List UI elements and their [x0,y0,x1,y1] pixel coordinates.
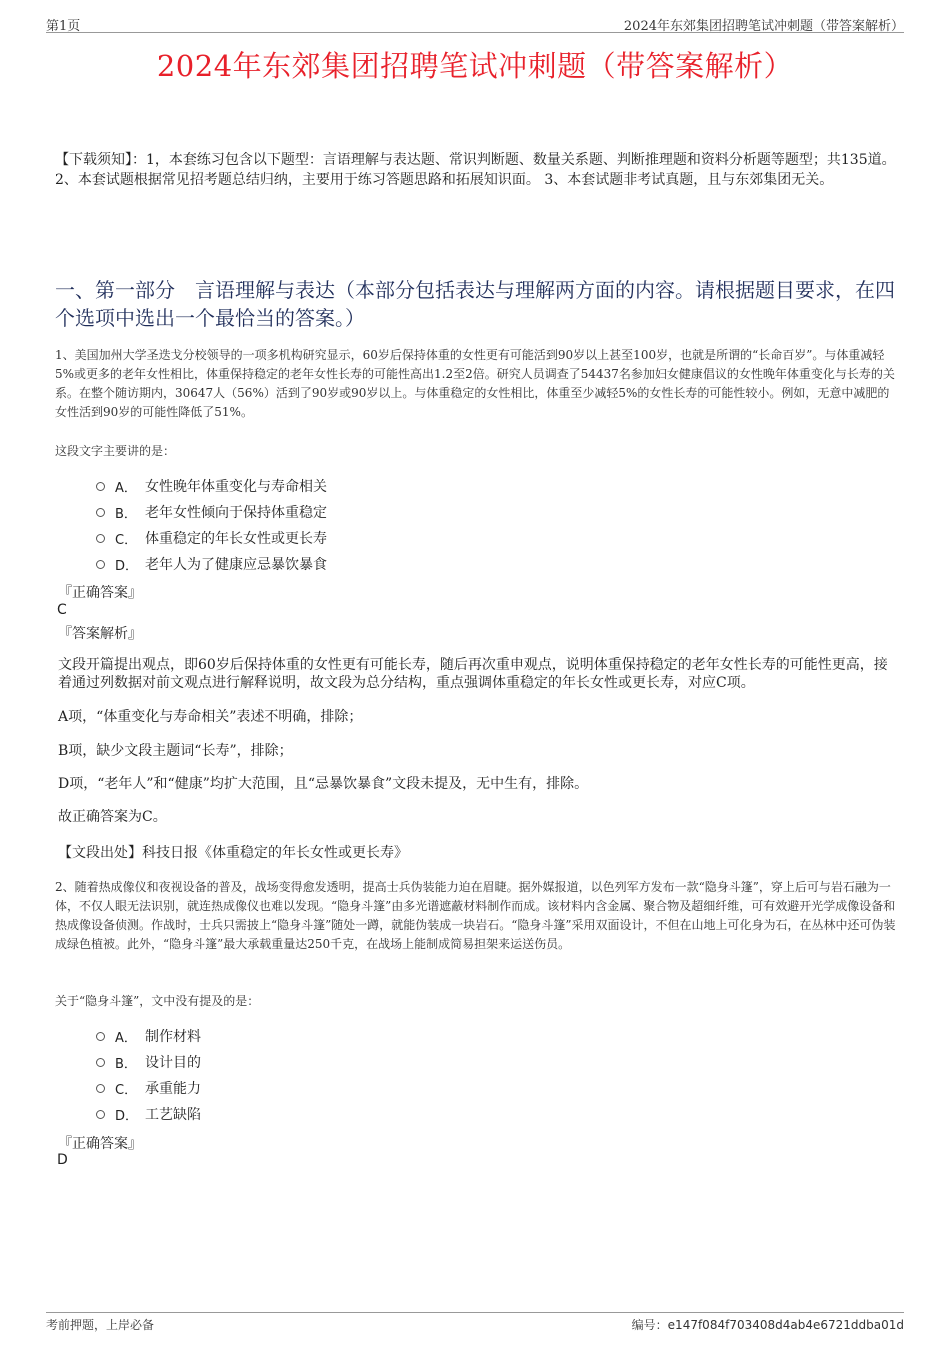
page-footer [46,1312,904,1333]
option-b[interactable]: B． 设计目的 [96,1049,201,1075]
header-doc-title: 2024年东郊集团招聘笔试冲刺题（带答案解析） [623,19,904,34]
analysis-label: 『答案解析』 [58,626,142,642]
analysis-conclusion: 故正确答案为C。 [58,809,167,825]
radio-icon[interactable] [96,560,105,569]
footer-slogan: 考前押题，上岸必备 [46,1318,155,1332]
question-2-options [96,1023,201,1127]
text-source: 【文段出处】科技日报《体重稳定的年长女性或更长寿》 [58,845,408,861]
document-title: 2024年东郊集团招聘笔试冲刺题（带答案解析） [156,49,794,83]
question-1-options [96,473,327,577]
option-d[interactable]: D． 老年人为了健康应忌暴饮暴食 [96,551,327,577]
correct-answer-label: 『正确答案』 [58,585,142,601]
document-code-label: 编号： [631,1318,668,1332]
option-c[interactable]: C． 承重能力 [96,1075,201,1101]
analysis-paragraph: 文段开篇提出观点，即60岁后保持体重的女性更有可能长寿，随后再次重申观点，说明体重保持稳定的老年女性长寿的可能性更高，接着通过列数据对前文观点进行解释说明，故文段为总分结构，重点强调体重稳定的年长女性或更长寿，对应C项。 [58,657,888,691]
question-2-prompt: 关于“隐身斗篷”，文中没有提及的是： [55,994,260,1008]
question-1-prompt: 这段文字主要讲的是： [55,444,176,458]
question-1-text: 1、美国加州大学圣迭戈分校领导的一项多机构研究显示，60岁后保持体重的女性更有可能活到90岁以上甚至100岁，也就是所谓的“长命百岁”。与体重减轻5%或更多的老年女性相比，体重保持稳定的老年女性长寿的可能性高出1.2至2倍。研究人员调查了54437名参加妇女健康倡议的女性晚年体重变化与长寿的关系。在整个随访期内，30647人（56%）活到了90岁或90岁以上。与体重稳定的女性相比，体重至少减轻5%的女性长寿的可能性较小。例如，无意中减肥的女性活到90岁的可能性降低了51%。 [55,348,895,419]
radio-icon[interactable] [96,508,105,517]
radio-icon[interactable] [96,1110,105,1119]
analysis-option-d: D项，“老年人”和“健康”均扩大范围，且“忌暴饮暴食”文段未提及，无中生有，排除。 [58,776,589,792]
radio-icon[interactable] [96,1032,105,1041]
radio-icon[interactable] [96,1058,105,1067]
correct-answer-label: 『正确答案』 [58,1136,142,1152]
option-d[interactable]: D． 工艺缺陷 [96,1101,201,1127]
document-code-value: e147f084f703408d4ab4e6721ddba01d [667,1318,904,1332]
option-c[interactable]: C． 体重稳定的年长女性或更长寿 [96,525,327,551]
radio-icon[interactable] [96,534,105,543]
option-a[interactable]: A． 女性晚年体重变化与寿命相关 [96,473,327,499]
option-a[interactable]: A． 制作材料 [96,1023,201,1049]
page-header [46,14,904,33]
page-number: 第1页 [46,19,81,34]
radio-icon[interactable] [96,1084,105,1093]
download-notice: 【下载须知】：1，本套练习包含以下题型：言语理解与表达题、常识判断题、数量关系题、判断推理题和资料分析题等题型；共135道。 2、本套试题根据常见招考题总结归纳，主要用于练习答题思路和拓展知识面。 3、本套试题非考试真题，且与东郊集团无关。 [55,152,896,188]
correct-answer: C [57,602,67,618]
radio-icon[interactable] [96,482,105,491]
analysis-option-a: A项，“体重变化与寿命相关”表述不明确，排除； [58,709,363,725]
section-heading: 一、第一部分 言语理解与表达（本部分包括表达与理解两方面的内容。请根据题目要求，在四个选项中选出一个最恰当的答案。） [55,278,895,330]
question-2-text: 2、随着热成像仪和夜视设备的普及，战场变得愈发透明，提高士兵伪装能力迫在眉睫。据外媒报道，以色列军方发布一款“隐身斗篷”，穿上后可与岩石融为一体，不仅人眼无法识别，就连热成像仪也难以发现。“隐身斗篷”由多光谱遮蔽材料制作而成。该材料内含金属、聚合物及超细纤维，可有效避开光学成像设备和热成像设备侦测。作战时，士兵只需披上“隐身斗篷”随处一蹲，就能伪装成一块岩石。“隐身斗篷”采用双面设计，不但在山地上可化身为石，在丛林中还可伪装成绿色植被。此外，“隐身斗篷”最大承载重量达250千克，在战场上能制成简易担架来运送伤员。 [55,880,896,951]
analysis-option-b: B项，缺少文段主题词“长寿”，排除； [58,743,293,759]
correct-answer: D [57,1152,68,1168]
option-b[interactable]: B． 老年女性倾向于保持体重稳定 [96,499,327,525]
document-code [632,1316,904,1333]
